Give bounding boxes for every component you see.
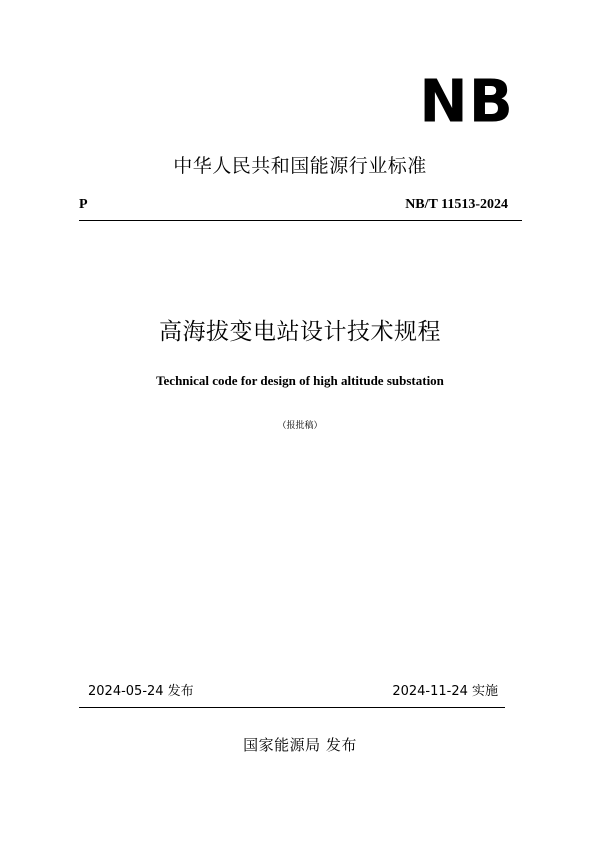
draft-status: （报批稿）: [277, 421, 323, 431]
implementation-date: 2024-11-24 实施: [392, 684, 498, 699]
publisher: 国家能源局 发布: [243, 736, 357, 754]
standard-type-heading: 中华人民共和国能源行业标准: [173, 155, 427, 177]
document-title-english: Technical code for design of high altitude substation: [156, 373, 444, 388]
header-divider: [79, 220, 522, 221]
standard-number: NB/T 11513-2024: [405, 197, 508, 212]
nb-logo: NB: [419, 66, 514, 136]
document-title-chinese: 高海拔变电站设计技术规程: [159, 319, 441, 345]
footer-divider: [79, 707, 505, 708]
classification-code: P: [79, 197, 88, 212]
issue-date: 2024-05-24 发布: [88, 684, 194, 699]
